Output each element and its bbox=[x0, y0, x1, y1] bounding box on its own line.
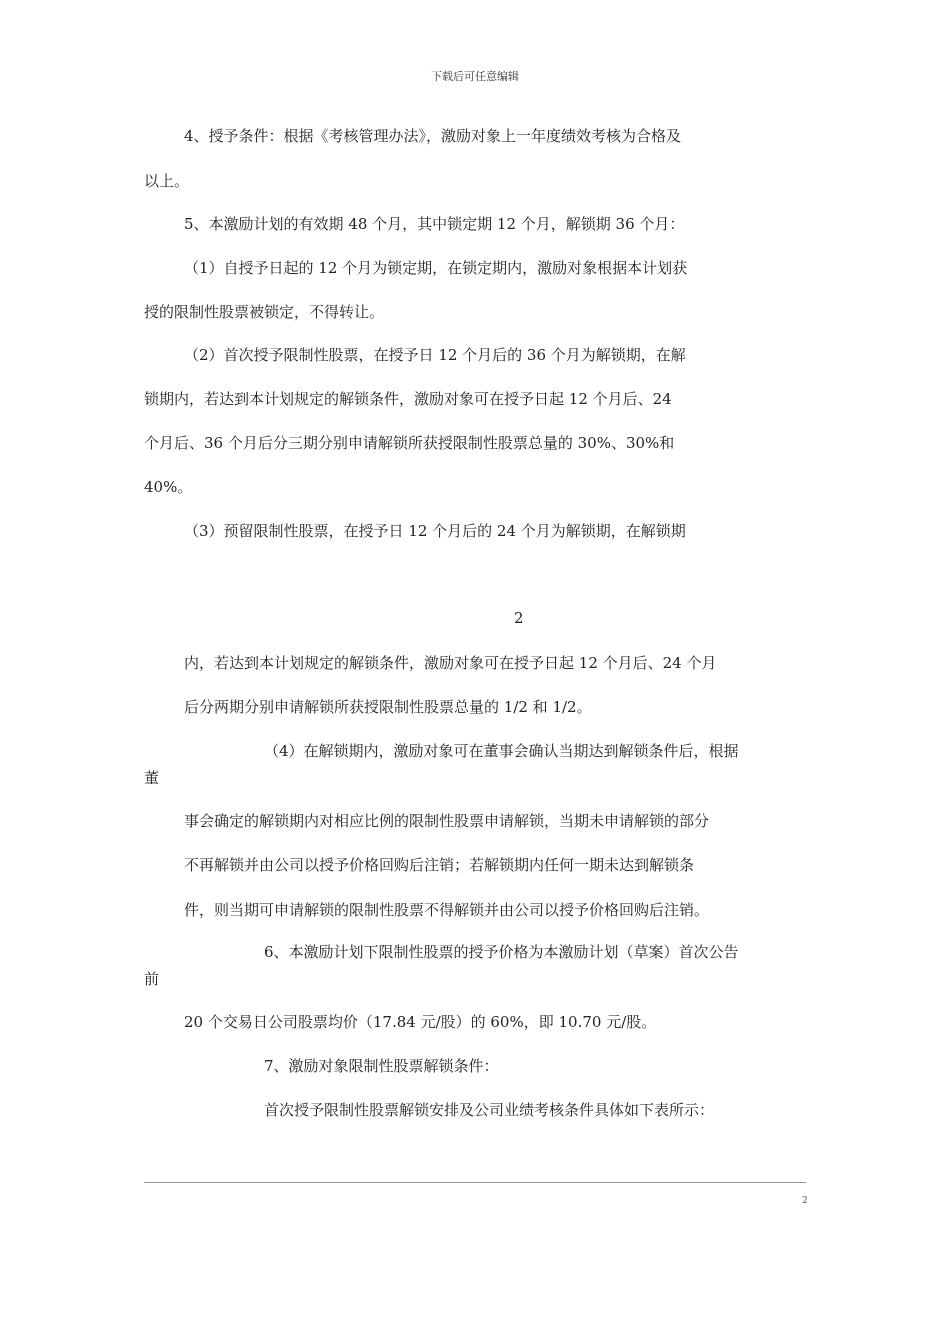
paragraph-line: （4）在解锁期内，激励对象可在董事会确认当期达到解锁条件后，根据 bbox=[264, 742, 739, 760]
paragraph-line: 40%。 bbox=[144, 478, 193, 496]
paragraph-line: 首次授予限制性股票解锁安排及公司业绩考核条件具体如下表所示： bbox=[264, 1101, 715, 1119]
paragraph-line: 个月后、36 个月后分三期分别申请解锁所获授限制性股票总量的 30%、30%和 bbox=[144, 434, 675, 452]
paragraph-line: 前 bbox=[144, 970, 160, 988]
paragraph-line: 6、本激励计划下限制性股票的授予价格为本激励计划（草案）首次公告 bbox=[264, 943, 739, 961]
footer-page-number: 2 bbox=[802, 1196, 808, 1206]
paragraph-line: 件，则当期可申请解锁的限制性股票不得解锁并由公司以授予价格回购后注销。 bbox=[184, 901, 710, 919]
paragraph-line: 7、激励对象限制性股票解锁条件： bbox=[264, 1057, 499, 1075]
paragraph-line: 不再解锁并由公司以授予价格回购后注销；若解锁期内任何一期未达到解锁条 bbox=[184, 856, 695, 874]
paragraph-line: 内，若达到本计划规定的解锁条件，激励对象可在授予日起 12 个月后、24 个月 bbox=[184, 654, 717, 672]
paragraph-line: 20 个交易日公司股票均价（17.84 元/股）的 60%，即 10.70 元/股。 bbox=[184, 1013, 657, 1031]
paragraph-line: 后分两期分别申请解锁所获授限制性股票总量的 1/2 和 1/2。 bbox=[184, 698, 592, 716]
paragraph-line: 以上。 bbox=[144, 172, 190, 190]
paragraph-line: 事会确定的解锁期内对相应比例的限制性股票申请解锁，当期未申请解锁的部分 bbox=[184, 812, 710, 830]
paragraph-line: 5、本激励计划的有效期 48 个月，其中锁定期 12 个月，解锁期 36 个月： bbox=[184, 215, 685, 233]
paragraph-line: （2）首次授予限制性股票，在授予日 12 个月后的 36 个月为解锁期，在解 bbox=[184, 346, 686, 364]
page-header: 下载后可任意编辑 bbox=[431, 70, 519, 83]
paragraph-line: （1）自授予日起的 12 个月为锁定期，在锁定期内，激励对象根据本计划获 bbox=[184, 259, 688, 277]
paragraph-line: 董 bbox=[144, 769, 160, 787]
paragraph-line: （3）预留限制性股票，在授予日 12 个月后的 24 个月为解锁期，在解锁期 bbox=[184, 522, 686, 540]
paragraph-line: 4、授予条件：根据《考核管理办法》，激励对象上一年度绩效考核为合格及 bbox=[184, 127, 682, 145]
paragraph-line: 锁期内，若达到本计划规定的解锁条件，激励对象可在授予日起 12 个月后、24 bbox=[144, 390, 672, 408]
footer-divider bbox=[144, 1182, 806, 1183]
paragraph-line: 授的限制性股票被锁定，不得转让。 bbox=[144, 303, 385, 321]
page-number: 2 bbox=[514, 609, 524, 627]
